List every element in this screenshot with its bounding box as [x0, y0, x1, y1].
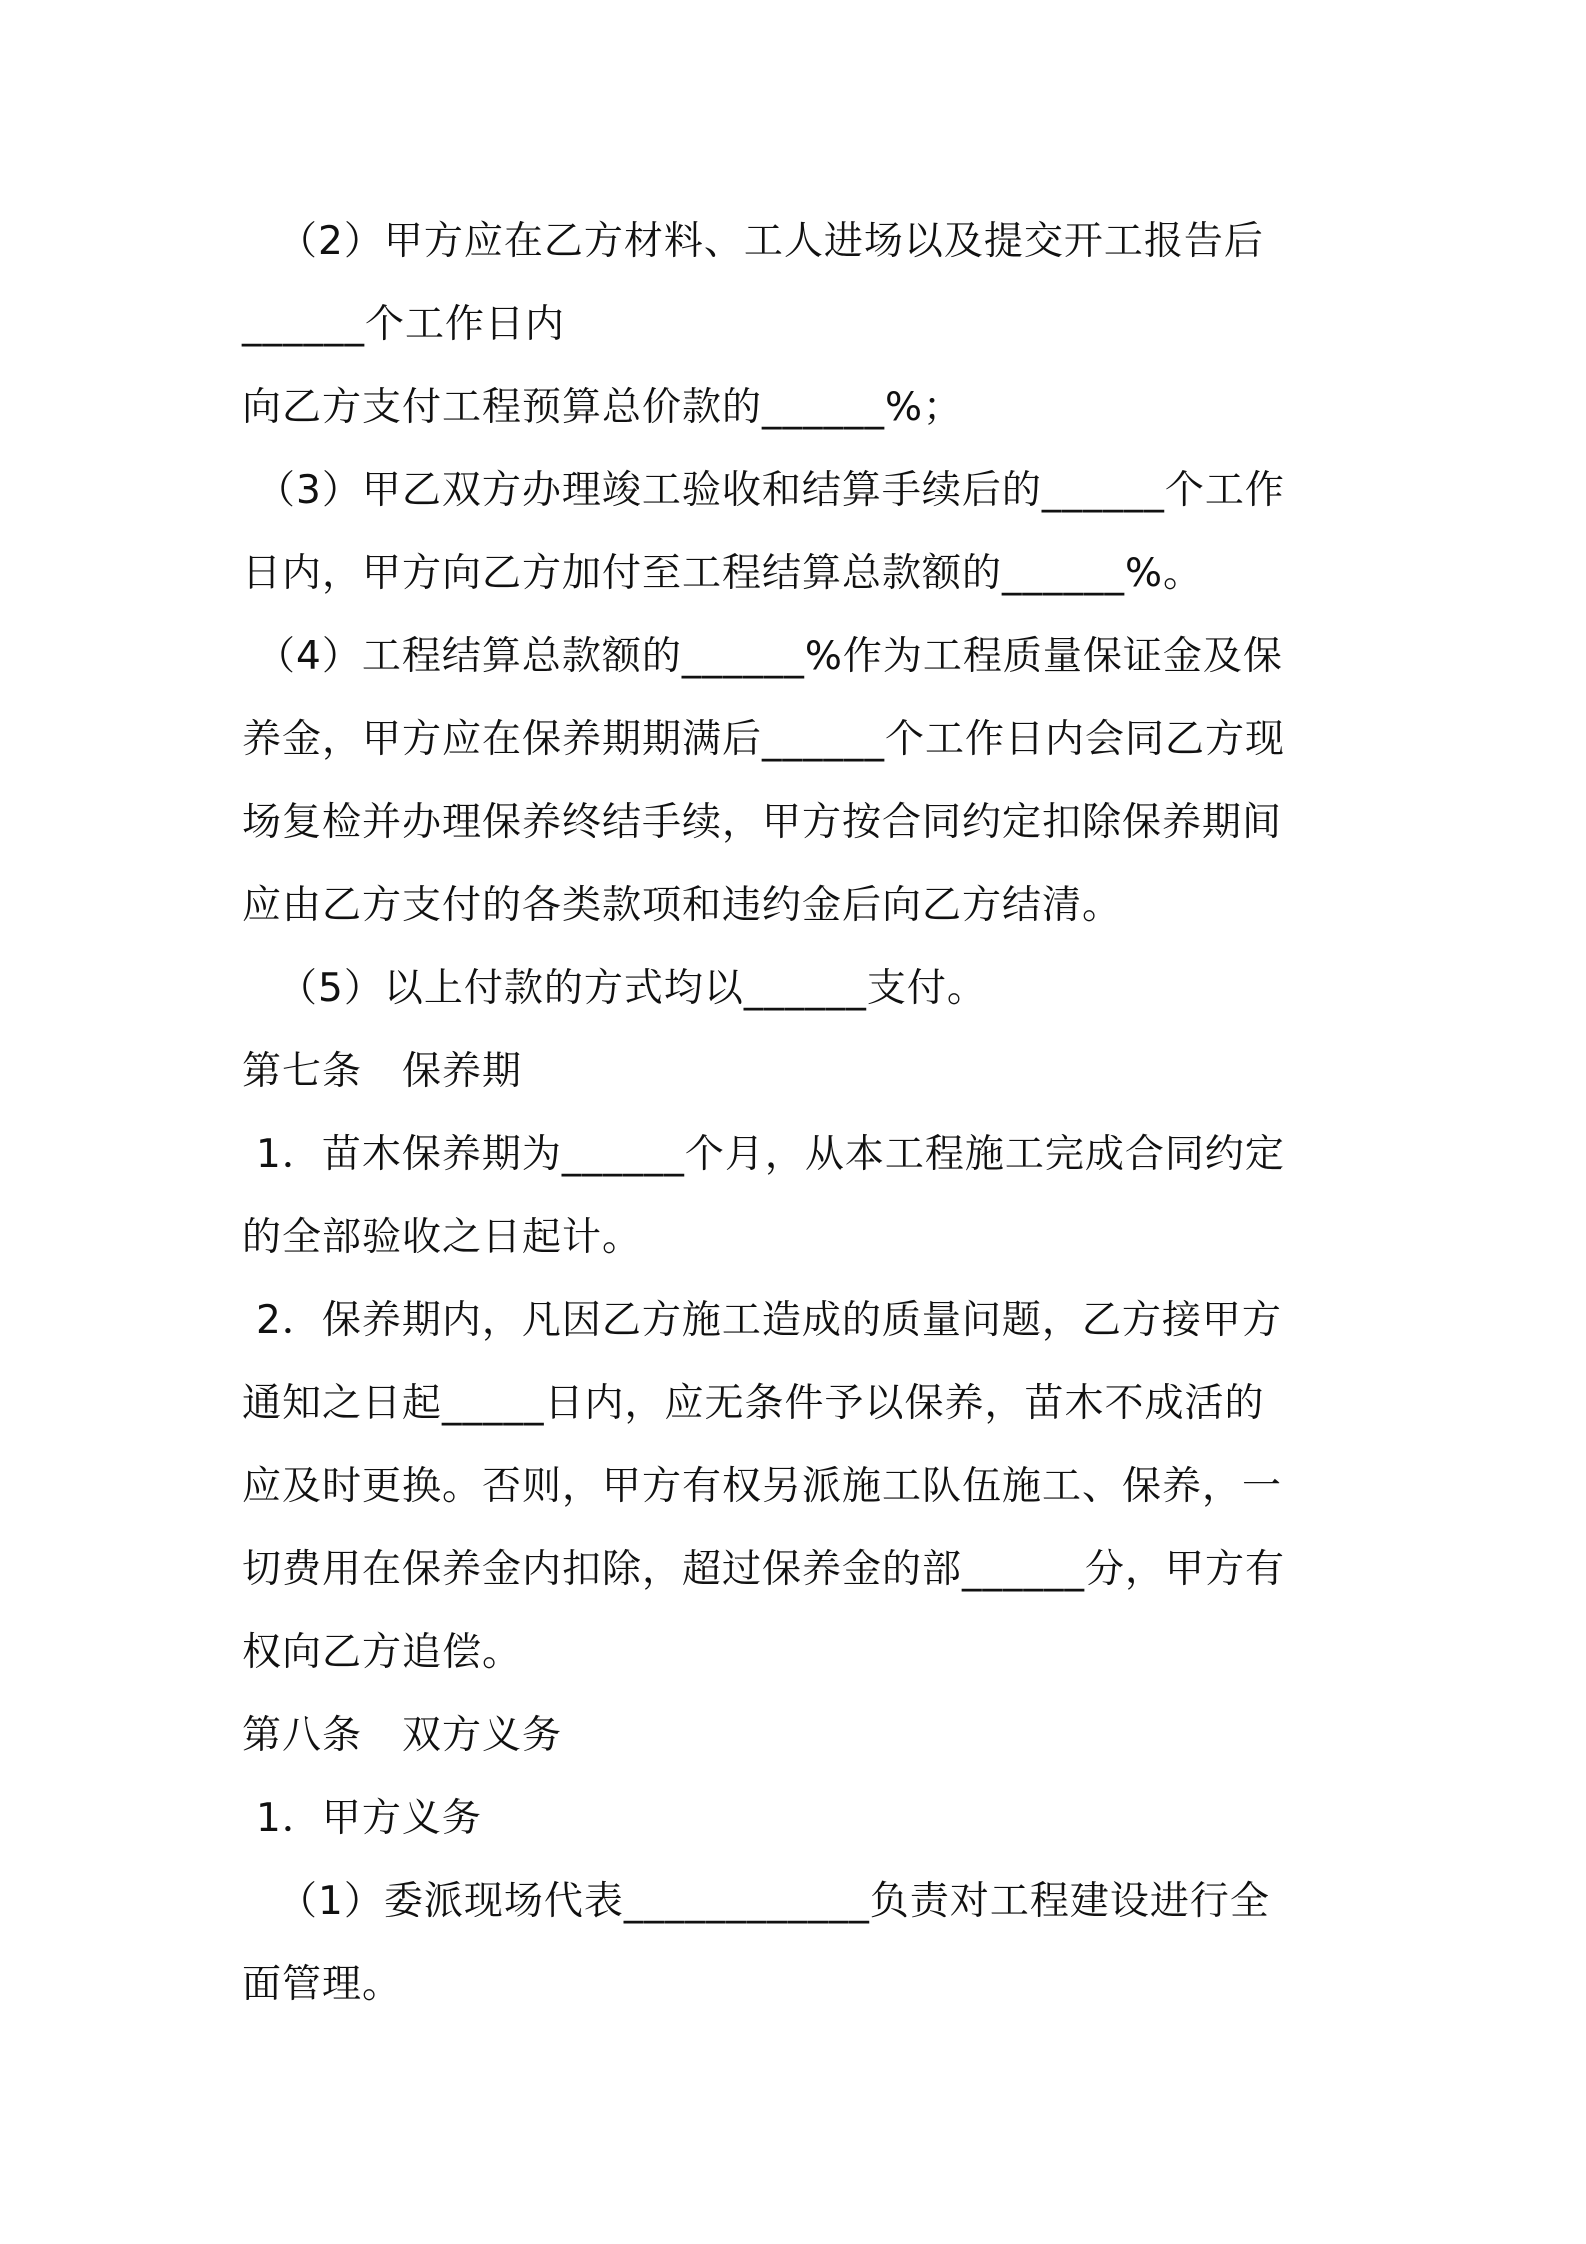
text-line: （4）工程结算总款额的______%作为工程质量保证金及保	[256, 634, 1283, 679]
text-line: 面管理。	[242, 1962, 403, 2007]
text-line: 权向乙方追偿。	[242, 1630, 523, 1675]
text-line: 通知之日起_____日内，应无条件予以保养，苗木不成活的	[242, 1381, 1265, 1426]
text-line: 应及时更换。否则，甲方有权另派施工队伍施工、保养，一	[242, 1464, 1283, 1509]
text-line: 1．苗木保养期为______个月，从本工程施工完成合同约定	[256, 1132, 1285, 1177]
section-heading: 第七条 保养期	[242, 1049, 523, 1094]
text-line: 2．保养期内，凡因乙方施工造成的质量问题，乙方接甲方	[256, 1298, 1282, 1343]
text-line: ______个工作日内	[242, 302, 566, 347]
text-line: 向乙方支付工程预算总价款的______%；	[242, 385, 964, 430]
text-line: （1）委派现场代表____________负责对工程建设进行全	[278, 1879, 1270, 1924]
subsection-heading: 1．甲方义务	[256, 1796, 482, 1841]
text-line: 的全部验收之日起计。	[242, 1215, 643, 1260]
text-line: 日内，甲方向乙方加付至工程结算总款额的______%。	[242, 551, 1204, 596]
document-body	[242, 200, 1352, 2026]
text-line: 切费用在保养金内扣除，超过保养金的部______分，甲方有	[242, 1547, 1286, 1592]
text-line: （3）甲乙双方办理竣工验收和结算手续后的______个工作	[256, 468, 1285, 513]
text-line: （2）甲方应在乙方材料、工人进场以及提交开工报告后	[278, 219, 1264, 264]
section-heading: 第八条 双方义务	[242, 1713, 563, 1758]
text-line: （5）以上付款的方式均以______支付。	[278, 966, 987, 1011]
text-line: 养金，甲方应在保养期期满后______个工作日内会同乙方现	[242, 717, 1286, 762]
text-line: 场复检并办理保养终结手续，甲方按合同约定扣除保养期间	[242, 800, 1283, 845]
text-line: 应由乙方支付的各类款项和违约金后向乙方结清。	[242, 883, 1123, 928]
